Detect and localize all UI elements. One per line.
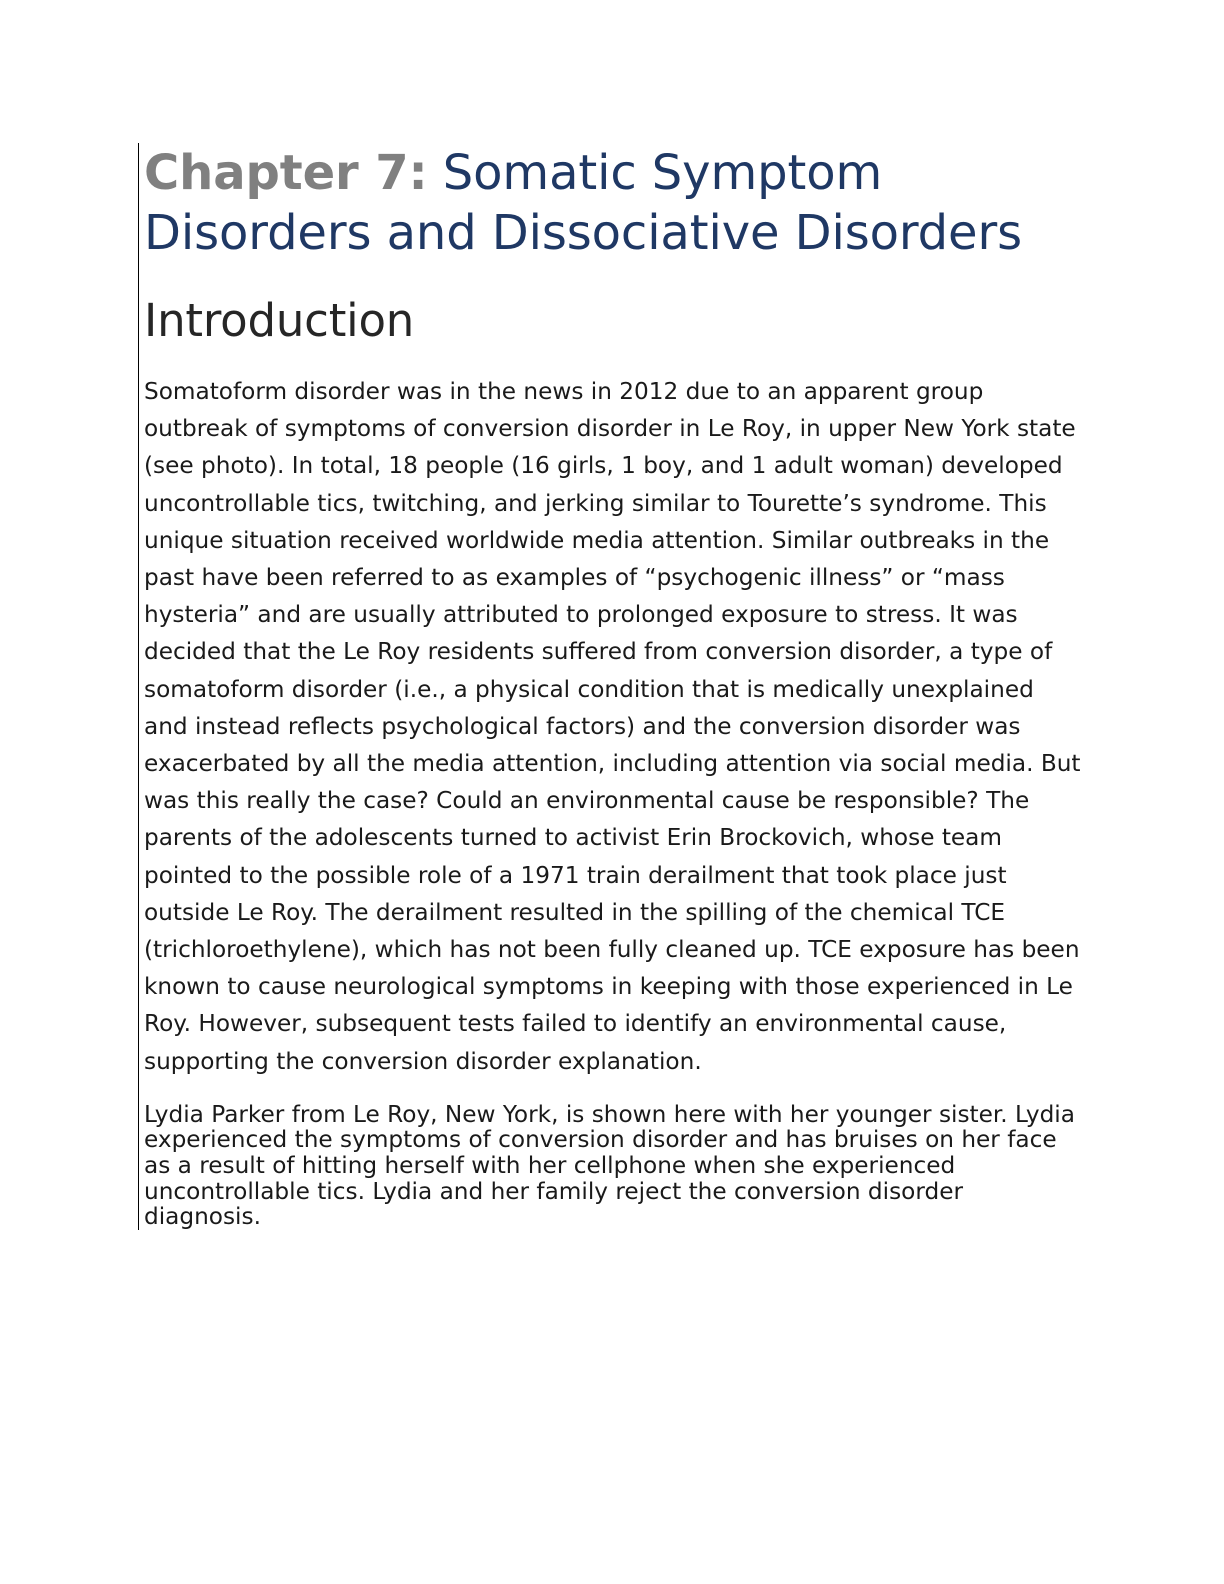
page-title xyxy=(144,143,1084,263)
chapter-label: Chapter 7: xyxy=(144,145,428,201)
chapter-title-text: Somatic Symptom Disorders and Dissociative Disorders xyxy=(144,145,1023,261)
body-paragraph: Somatoform disorder was in the news in 2012 due to an apparent group outbreak of symptoms of conversion disorder in Le Roy, in upper New York state (see photo). In total, 18 people (16 girls, 1 boy, and 1 adult woman) developed uncontrollable tics, twitching, and jerking similar to Tourette’s syndrome. This unique situation received worldwide media attention. Similar outbreaks in the past have been referred to as examples of “psychogenic illness” or “mass hysteria” and are usually attributed to prolonged exposure to stress. It was decided that the Le Roy residents suffered from conversion disorder, a type of somatoform disorder (i.e., a physical condition that is medically unexplained and instead reflects psychological factors) and the conversion disorder was exacerbated by all the media attention, including attention via social media. But was this really the case? Could an environmental cause be responsible? The parents of the adolescents turned to activist Erin Brockovich, whose team pointed to the possible role of a 1971 train derailment that took place just outside Le Roy. The derailment resulted in the spilling of the chemical TCE (trichloroethylene), which has not been fully cleaned up. TCE exposure has been known to cause neurological symptoms in keeping with those experienced in Le Roy. However, subsequent tests failed to identify an environmental cause, supporting the conversion disorder explanation. xyxy=(144,378,1081,1075)
photo-caption: Lydia Parker from Le Roy, New York, is shown here with her younger sister. Lydia experienced the symptoms of conversion disorder and has bruises on her face as a result of hitting herself with her cellphone when she experienced uncontrollable tics. Lydia and her family reject the conversion disorder diagnosis. xyxy=(144,1100,1075,1231)
content-block xyxy=(138,143,1084,1230)
section-heading-introduction: Introduction xyxy=(144,294,415,347)
